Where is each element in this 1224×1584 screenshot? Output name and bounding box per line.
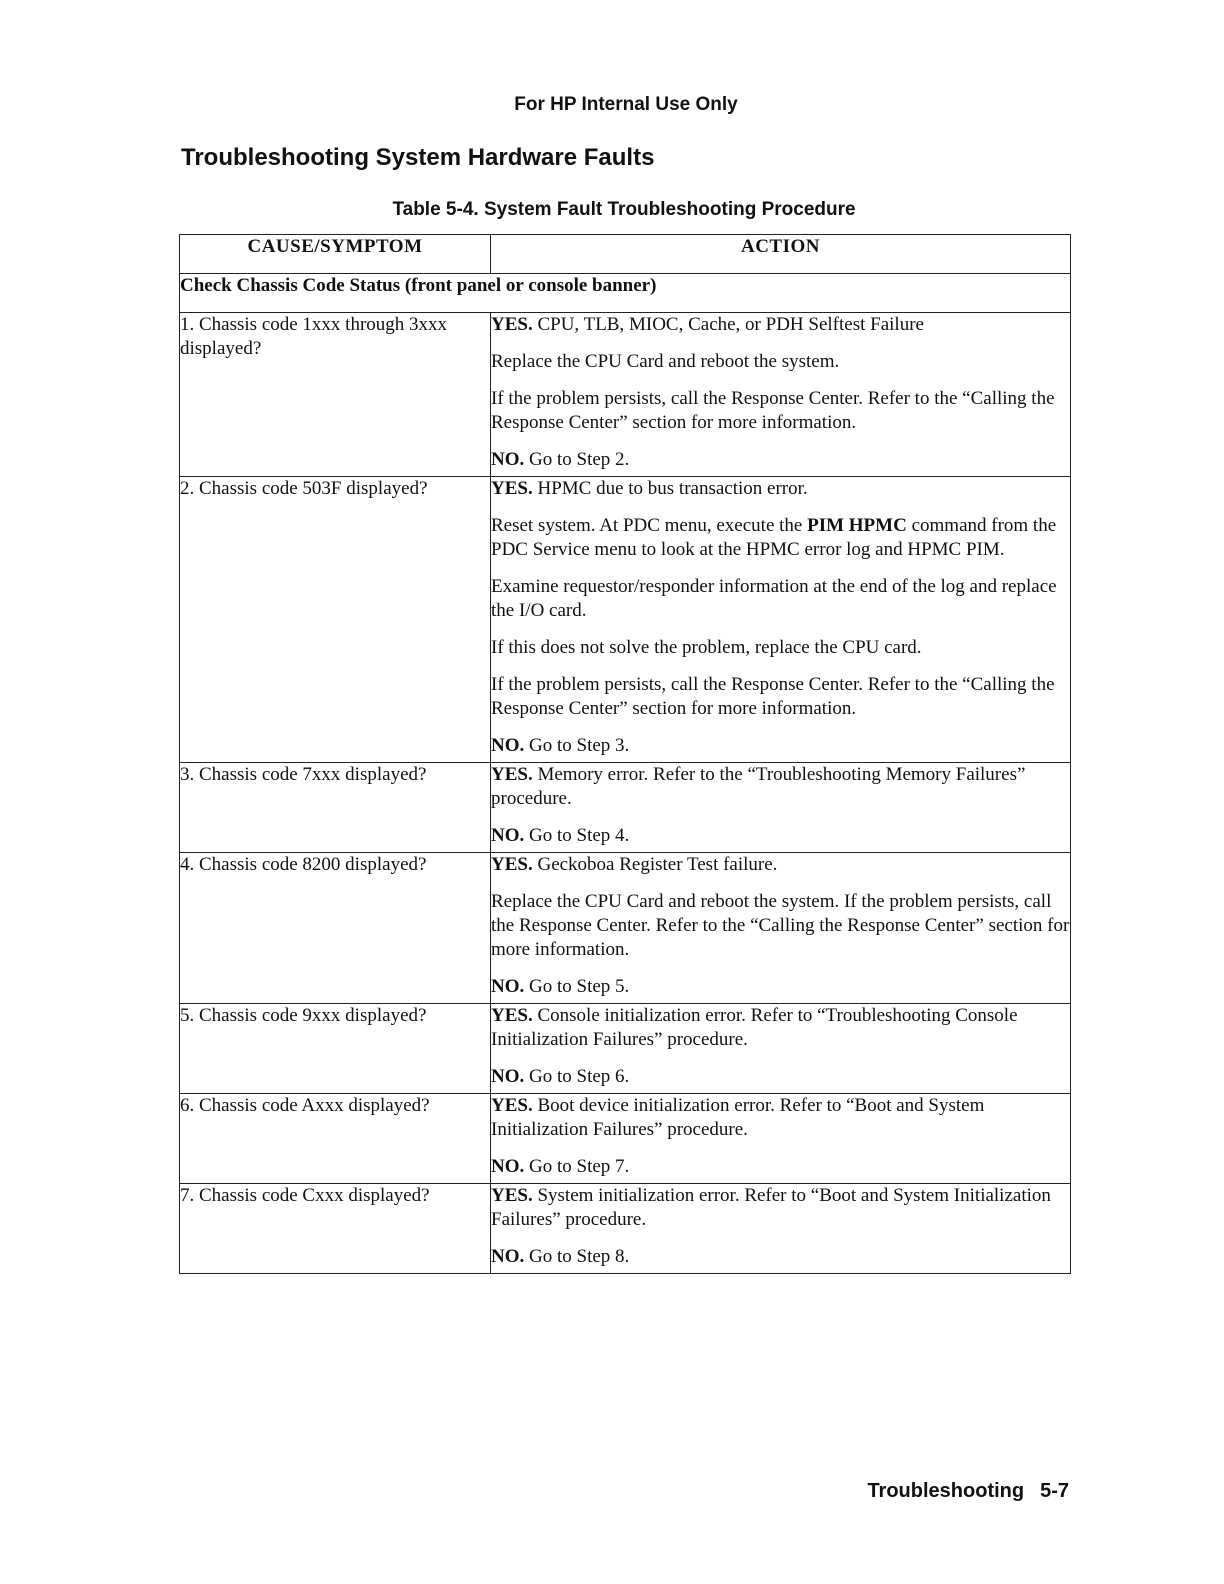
action-cell [491, 477, 1071, 763]
group-label: Check Chassis Code Status (front panel or console banner) [180, 274, 1071, 313]
no-text: Go to Step 3. [529, 735, 630, 756]
action-cell [491, 763, 1071, 853]
action-text: command from the PDC Service menu to look at the HPMC error log and HPMC PIM. [491, 515, 1057, 560]
no-action [491, 1065, 1070, 1089]
cause-cell: 6. Chassis code Axxx displayed? [180, 1094, 491, 1184]
table-group-row [180, 274, 1071, 313]
yes-text: Console initialization error. Refer to “Troubleshooting Console Initialization Failures” procedure. [491, 1005, 1018, 1050]
page-footer [867, 1480, 1069, 1503]
cause-cell: 5. Chassis code 9xxx displayed? [180, 1004, 491, 1094]
action-paragraph: Replace the CPU Card and reboot the system. [491, 351, 840, 372]
no-label: NO. [491, 449, 525, 470]
action-paragraph: If the problem persists, call the Response Center. Refer to the “Calling the Response Center” section for more information. [491, 388, 1055, 433]
yes-label: YES. [491, 764, 533, 785]
cause-cell: 2. Chassis code 503F displayed? [180, 477, 491, 763]
pim-hpmc-command: PIM HPMC [807, 515, 907, 536]
action-paragraph: If the problem persists, call the Response Center. Refer to the “Calling the Response Center” section for more information. [491, 674, 1055, 719]
column-header-action: ACTION [491, 235, 1071, 274]
yes-action [491, 477, 1070, 501]
no-text: Go to Step 7. [529, 1156, 630, 1177]
yes-text: CPU, TLB, MIOC, Cache, or PDH Selftest Failure [537, 314, 924, 335]
yes-text: Geckoboa Register Test failure. [537, 854, 778, 875]
no-action [491, 975, 1070, 999]
action-paragraph: Examine requestor/responder information at the end of the log and replace the I/O card. [491, 576, 1057, 621]
no-action [491, 448, 1070, 472]
yes-action [491, 763, 1070, 811]
table-row [180, 853, 1071, 1004]
action-cell [491, 313, 1071, 477]
internal-use-banner: For HP Internal Use Only [514, 94, 738, 115]
action-cell [491, 853, 1071, 1004]
cause-cell: 7. Chassis code Cxxx displayed? [180, 1184, 491, 1274]
no-action [491, 1245, 1070, 1269]
no-text: Go to Step 6. [529, 1066, 630, 1087]
no-label: NO. [491, 1066, 525, 1087]
no-label: NO. [491, 825, 525, 846]
table-row [180, 1184, 1071, 1274]
table-caption: Table 5-4. System Fault Troubleshooting Procedure [392, 199, 856, 220]
table-row [180, 1004, 1071, 1094]
yes-action [491, 853, 1070, 877]
yes-action [491, 313, 1070, 337]
yes-text: Boot device initialization error. Refer to “Boot and System Initialization Failures” procedure. [491, 1095, 985, 1140]
yes-action [491, 1004, 1070, 1052]
no-label: NO. [491, 1156, 525, 1177]
yes-label: YES. [491, 1005, 533, 1026]
yes-label: YES. [491, 854, 533, 875]
no-text: Go to Step 8. [529, 1246, 630, 1267]
action-paragraph [491, 514, 1070, 562]
yes-action [491, 1184, 1070, 1232]
action-cell [491, 1004, 1071, 1094]
table-row [180, 313, 1071, 477]
no-action [491, 734, 1070, 758]
troubleshooting-table [179, 234, 1071, 1274]
action-paragraph: If this does not solve the problem, replace the CPU card. [491, 637, 922, 658]
action-cell [491, 1094, 1071, 1184]
no-text: Go to Step 2. [529, 449, 630, 470]
no-action [491, 824, 1070, 848]
table-row [180, 477, 1071, 763]
cause-cell: 4. Chassis code 8200 displayed? [180, 853, 491, 1004]
yes-label: YES. [491, 1185, 533, 1206]
footer-section: Troubleshooting [867, 1480, 1025, 1502]
no-label: NO. [491, 1246, 525, 1267]
cause-cell: 1. Chassis code 1xxx through 3xxx displayed? [180, 313, 491, 477]
yes-action [491, 1094, 1070, 1142]
table-header-row [180, 235, 1071, 274]
no-label: NO. [491, 976, 525, 997]
no-action [491, 1155, 1070, 1179]
action-paragraph: Replace the CPU Card and reboot the system. If the problem persists, call the Response Center. Refer to the “Calling the Response Center” section for more information. [491, 891, 1070, 960]
yes-label: YES. [491, 1095, 533, 1116]
cause-cell: 3. Chassis code 7xxx displayed? [180, 763, 491, 853]
column-header-cause: CAUSE/SYMPTOM [180, 235, 491, 274]
no-text: Go to Step 4. [529, 825, 630, 846]
no-text: Go to Step 5. [529, 976, 630, 997]
no-label: NO. [491, 735, 525, 756]
yes-text: HPMC due to bus transaction error. [537, 478, 808, 499]
yes-text: System initialization error. Refer to “Boot and System Initialization Failures” procedure. [491, 1185, 1051, 1230]
table-row [180, 1094, 1071, 1184]
action-cell [491, 1184, 1071, 1274]
yes-label: YES. [491, 478, 533, 499]
section-title: Troubleshooting System Hardware Faults [181, 144, 655, 171]
page-number: 5-7 [1040, 1480, 1069, 1502]
action-text: Reset system. At PDC menu, execute the [491, 515, 803, 536]
yes-label: YES. [491, 314, 533, 335]
yes-text: Memory error. Refer to the “Troubleshooting Memory Failures” procedure. [491, 764, 1026, 809]
table-row [180, 763, 1071, 853]
